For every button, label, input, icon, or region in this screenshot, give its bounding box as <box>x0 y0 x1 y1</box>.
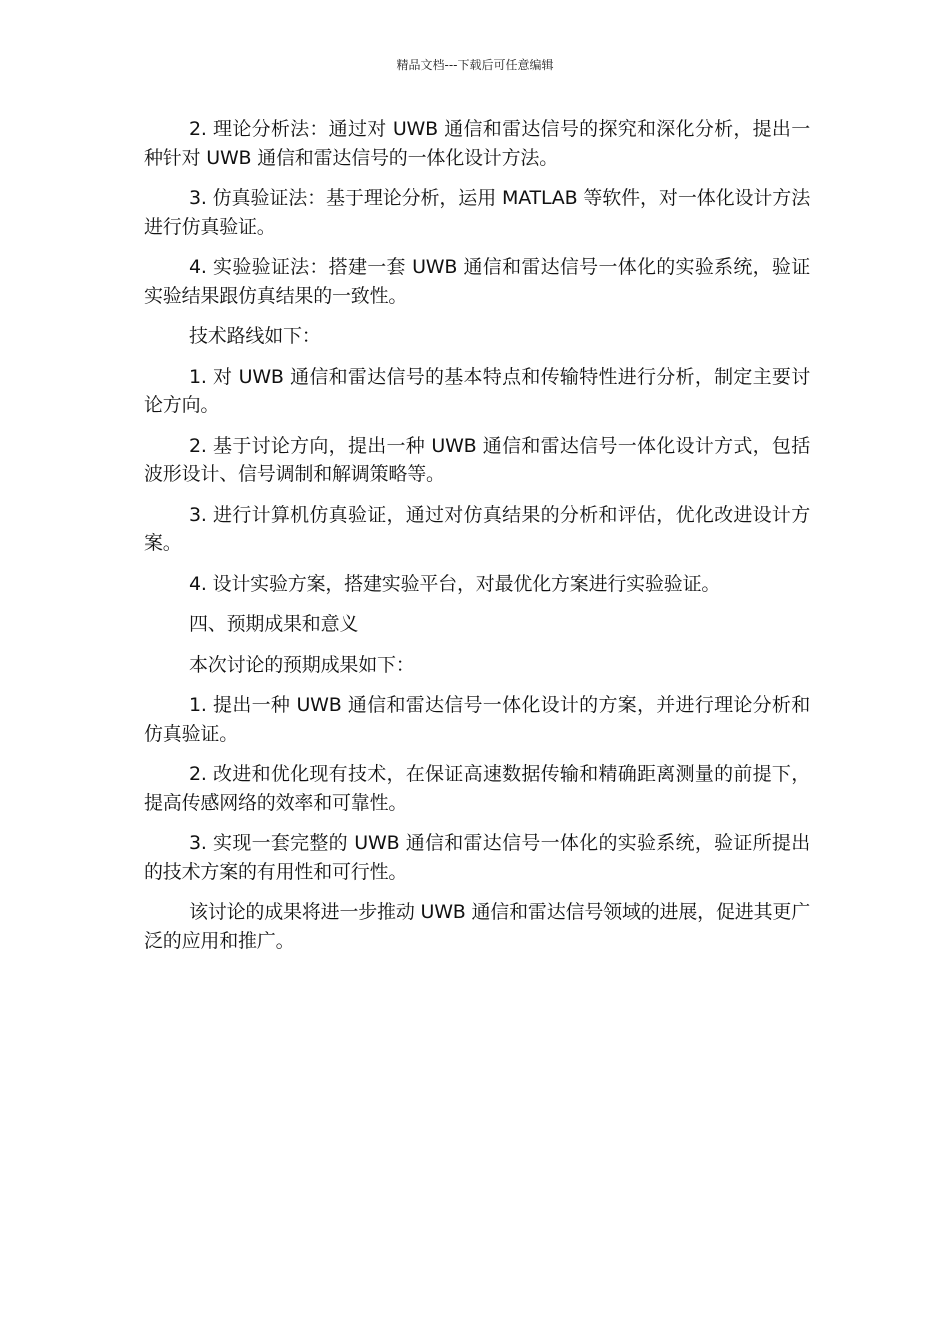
paragraph-method-simulation: 3. 仿真验证法：基于理论分析，运用 MATLAB 等软件，对一体化设计方法进行仿真验证。 <box>144 187 810 238</box>
paragraph-route-step-1: 1. 对 UWB 通信和雷达信号的基本特点和传输特性进行分析，制定主要讨论方向。 <box>144 365 810 416</box>
paragraph-route-step-2: 2. 基于讨论方向，提出一种 UWB 通信和雷达信号一体化设计方式，包括波形设计、信号调制和解调策略等。 <box>144 434 810 485</box>
paragraph-conclusion: 该讨论的成果将进一步推动 UWB 通信和雷达信号领域的进展，促进其更广泛的应用和推广。 <box>144 901 810 952</box>
page-header: 精品文档---下载后可任意编辑 <box>396 58 554 72</box>
paragraph-method-theory: 2. 理论分析法：通过对 UWB 通信和雷达信号的探究和深化分析，提出一种针对 UWB 通信和雷达信号的一体化设计方法。 <box>144 118 810 169</box>
paragraph-tech-route-heading: 技术路线如下： <box>189 325 321 347</box>
paragraph-expected-1: 1. 提出一种 UWB 通信和雷达信号一体化设计的方案，并进行理论分析和仿真验证。 <box>144 694 810 745</box>
paragraph-expected-2: 2. 改进和优化现有技术，在保证高速数据传输和精确距离测量的前提下，提高传感网络的效率和可靠性。 <box>144 763 810 814</box>
document-body <box>144 115 810 967</box>
paragraph-route-step-4: 4. 设计实验方案，搭建实验平台，对最优化方案进行实验验证。 <box>189 572 721 595</box>
paragraph-expected-3: 3. 实现一套完整的 UWB 通信和雷达信号一体化的实验系统，验证所提出的技术方案的有用性和可行性。 <box>144 832 810 883</box>
paragraph-route-step-3: 3. 进行计算机仿真验证，通过对仿真结果的分析和评估，优化改进设计方案。 <box>144 503 810 554</box>
paragraph-expected-intro: 本次讨论的预期成果如下： <box>189 653 415 676</box>
section-heading-expected-results: 四、预期成果和意义 <box>189 613 359 635</box>
paragraph-method-experiment: 4. 实验验证法：搭建一套 UWB 通信和雷达信号一体化的实验系统，验证实验结果跟仿真结果的一致性。 <box>144 256 810 307</box>
